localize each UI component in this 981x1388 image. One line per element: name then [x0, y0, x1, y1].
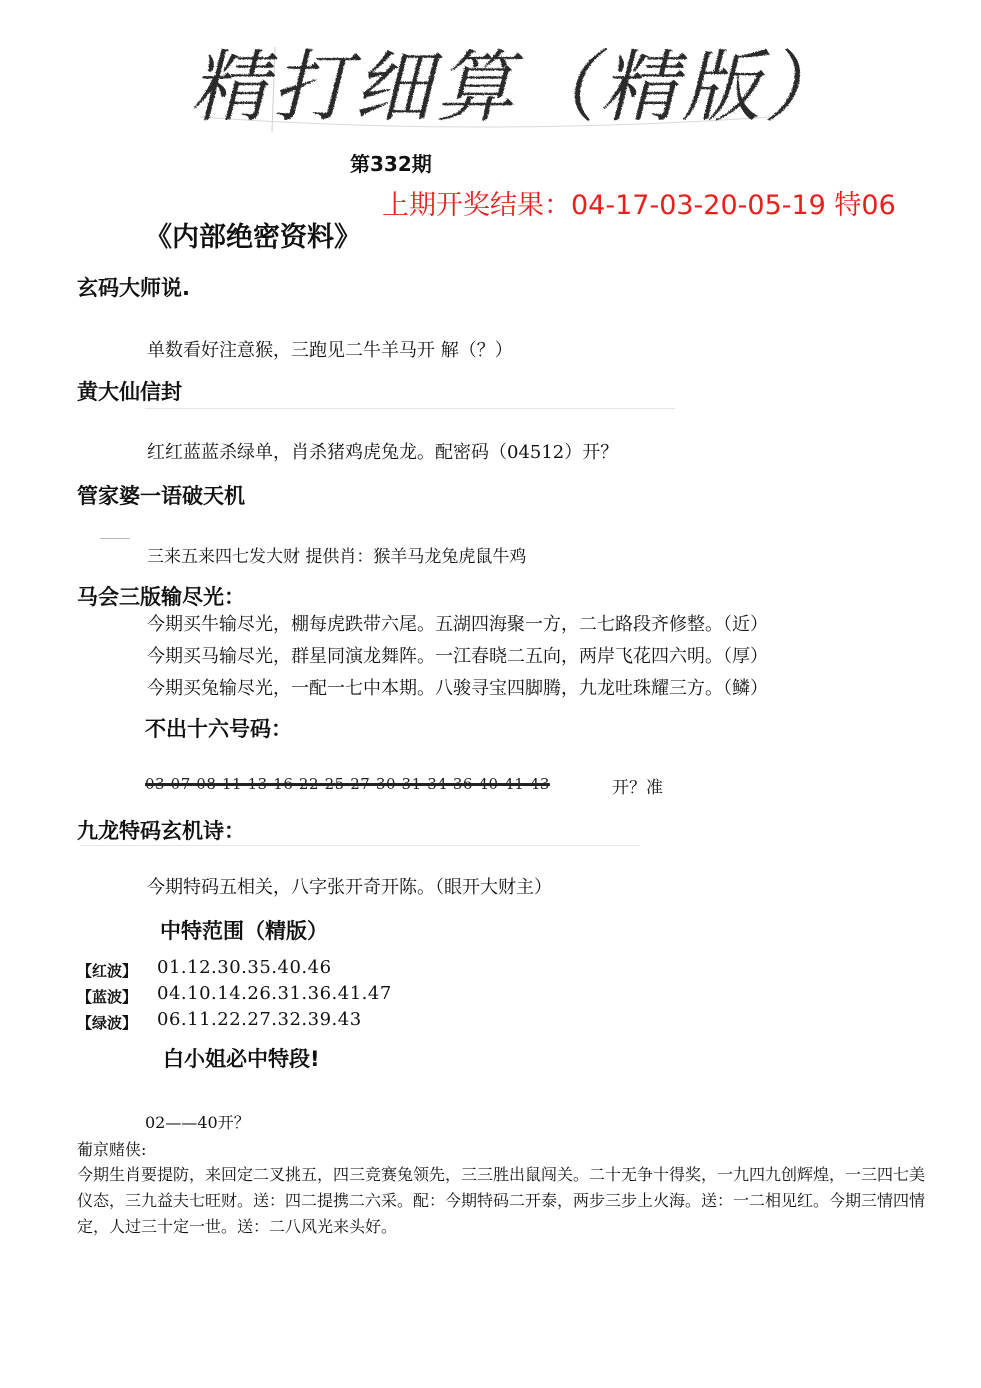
section-heading-housekeeper: 管家婆一语破天机	[77, 484, 245, 508]
divider	[145, 408, 675, 409]
excluded-numbers-list: 03-07-08-11-13-16-22-25-27-30-31-34-36-40-41-43	[145, 775, 550, 793]
handwritten-title-text: 精打细算（精版）	[190, 43, 847, 133]
range-numbers-blue: 04.10.14.26.31.36.41.47	[157, 983, 392, 1004]
section-line-housekeeper: 三来五来四七发大财 提供肖：猴羊马龙兔虎鼠牛鸡	[147, 547, 527, 567]
range-numbers-green: 06.11.22.27.32.39.43	[157, 1009, 362, 1030]
range-label-green: 【绿波】	[77, 1014, 138, 1032]
section-line-dragon-poem: 今期特码五相关，八字张开奇开陈。（眼开大财主）	[147, 877, 552, 898]
divider	[80, 845, 640, 846]
section-line-envelope: 红红蓝蓝杀绿单，肖杀猪鸡虎兔龙。配密码（04512）开？	[147, 442, 619, 463]
section-heading-excluded-numbers: 不出十六号码：	[145, 717, 292, 741]
range-label-red: 【红波】	[77, 962, 138, 980]
last-result-banner: 上期开奖结果：04-17-03-20-05-19 特06	[382, 190, 896, 221]
issue-number: 第332期	[350, 152, 432, 176]
jockey-club-line: 今期买兔输尽光，一配一七中本期。八骏寻宝四脚腾，九龙吐珠耀三方。（鳞）	[147, 678, 768, 699]
range-numbers-red: 01.12.30.35.40.46	[157, 957, 332, 978]
section-line-master: 单数看好注意猴，三跑见二牛羊马开 解（？）	[147, 340, 513, 361]
section-heading-jockey-club: 马会三版输尽光：	[77, 585, 245, 609]
handwritten-title	[180, 22, 847, 142]
section-heading-master: 玄码大师说.	[77, 276, 190, 300]
section-heading-dragon-poem: 九龙特码玄机诗：	[77, 819, 245, 843]
document-title: 《内部绝密资料》	[145, 222, 361, 253]
section-heading-range: 中特范围（精版）	[160, 919, 328, 943]
divider	[100, 538, 130, 539]
excluded-numbers-suffix: 开？准	[612, 778, 663, 798]
jockey-club-line: 今期买牛输尽光，棚每虎跌带六尾。五湖四海聚一方，二七路段齐修整。（近）	[147, 614, 768, 635]
section-heading-envelope: 黄大仙信封	[77, 380, 182, 404]
range-label-blue: 【蓝波】	[77, 988, 138, 1006]
section-line-miss-white: 02——40开？	[145, 1113, 250, 1132]
section-heading-miss-white: 白小姐必中特段!	[163, 1047, 320, 1071]
section-heading-gambler: 葡京赌侠:	[77, 1140, 147, 1159]
section-paragraph-gambler: 今期生肖要提防，来回定二叉挑五，四三竞赛兔领先，三三胜出鼠闯关。二十无争十得奖，一九四九创辉煌，一三四七美仪态，三九益夫七旺财。送：四二提携二六采。配：今期特码二开泰，两步三步上火海。送：一二相见红。今期三情四情定，人过三十定一世。送：二八风光来头好。	[77, 1165, 926, 1236]
jockey-club-line: 今期买马输尽光，群星同演龙舞阵。一江春晓二五向，两岸飞花四六明。（厚）	[147, 646, 768, 667]
